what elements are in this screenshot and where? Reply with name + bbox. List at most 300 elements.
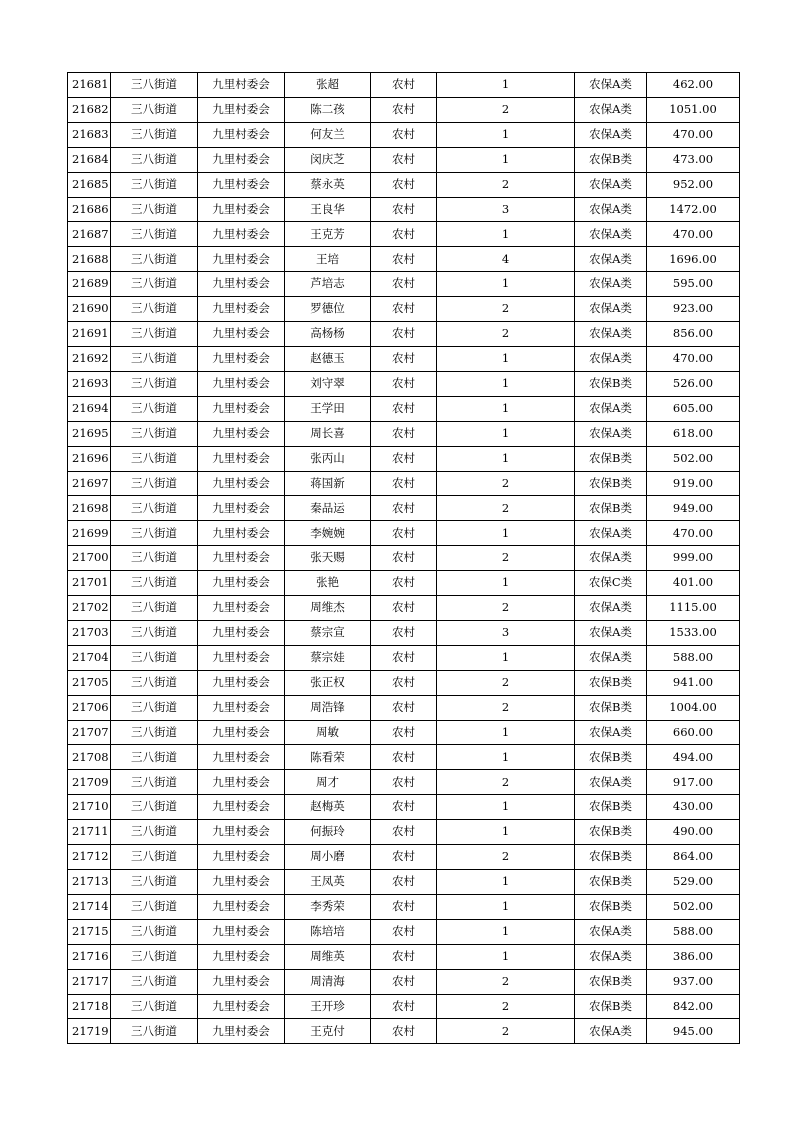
household-size-cell: 2 bbox=[437, 969, 575, 994]
person-name-cell: 周维杰 bbox=[285, 596, 371, 621]
table-row bbox=[68, 371, 740, 396]
insurance-category-cell: 农保A类 bbox=[575, 770, 647, 795]
table-row bbox=[68, 944, 740, 969]
subdistrict-cell: 三八街道 bbox=[111, 919, 198, 944]
insurance-category-cell: 农保A类 bbox=[575, 122, 647, 147]
household-type-cell: 农村 bbox=[371, 745, 437, 770]
record-id-cell: 21682 bbox=[68, 97, 111, 122]
household-size-cell: 2 bbox=[437, 670, 575, 695]
record-id-cell: 21689 bbox=[68, 272, 111, 297]
household-size-cell: 1 bbox=[437, 919, 575, 944]
household-size-cell: 2 bbox=[437, 496, 575, 521]
household-type-cell: 农村 bbox=[371, 820, 437, 845]
table-row bbox=[68, 969, 740, 994]
subdistrict-cell: 三八街道 bbox=[111, 521, 198, 546]
household-type-cell: 农村 bbox=[371, 795, 437, 820]
household-type-cell: 农村 bbox=[371, 969, 437, 994]
household-type-cell: 农村 bbox=[371, 645, 437, 670]
insurance-category-cell: 农保B类 bbox=[575, 496, 647, 521]
village-committee-cell: 九里村委会 bbox=[198, 421, 285, 446]
record-id-cell: 21710 bbox=[68, 795, 111, 820]
village-committee-cell: 九里村委会 bbox=[198, 371, 285, 396]
insurance-category-cell: 农保B类 bbox=[575, 670, 647, 695]
record-id-cell: 21681 bbox=[68, 73, 111, 98]
household-size-cell: 1 bbox=[437, 720, 575, 745]
household-size-cell: 2 bbox=[437, 845, 575, 870]
village-committee-cell: 九里村委会 bbox=[198, 247, 285, 272]
record-id-cell: 21687 bbox=[68, 222, 111, 247]
household-type-cell: 农村 bbox=[371, 222, 437, 247]
record-id-cell: 21688 bbox=[68, 247, 111, 272]
subdistrict-cell: 三八街道 bbox=[111, 446, 198, 471]
record-id-cell: 21694 bbox=[68, 396, 111, 421]
record-id-cell: 21719 bbox=[68, 1019, 111, 1044]
table-row bbox=[68, 322, 740, 347]
household-size-cell: 1 bbox=[437, 446, 575, 471]
village-committee-cell: 九里村委会 bbox=[198, 147, 285, 172]
household-size-cell: 2 bbox=[437, 471, 575, 496]
insurance-category-cell: 农保A类 bbox=[575, 322, 647, 347]
insurance-category-cell: 农保A类 bbox=[575, 346, 647, 371]
household-type-cell: 农村 bbox=[371, 471, 437, 496]
village-committee-cell: 九里村委会 bbox=[198, 571, 285, 596]
household-size-cell: 1 bbox=[437, 346, 575, 371]
subdistrict-cell: 三八街道 bbox=[111, 371, 198, 396]
record-id-cell: 21703 bbox=[68, 620, 111, 645]
record-id-cell: 21684 bbox=[68, 147, 111, 172]
table-row bbox=[68, 596, 740, 621]
village-committee-cell: 九里村委会 bbox=[198, 297, 285, 322]
household-type-cell: 农村 bbox=[371, 546, 437, 571]
insurance-category-cell: 农保B类 bbox=[575, 820, 647, 845]
household-type-cell: 农村 bbox=[371, 944, 437, 969]
person-name-cell: 赵梅英 bbox=[285, 795, 371, 820]
person-name-cell: 周长喜 bbox=[285, 421, 371, 446]
village-committee-cell: 九里村委会 bbox=[198, 620, 285, 645]
subdistrict-cell: 三八街道 bbox=[111, 845, 198, 870]
household-type-cell: 农村 bbox=[371, 1019, 437, 1044]
subdistrict-cell: 三八街道 bbox=[111, 496, 198, 521]
person-name-cell: 张正权 bbox=[285, 670, 371, 695]
table-row bbox=[68, 695, 740, 720]
person-name-cell: 李婉婉 bbox=[285, 521, 371, 546]
table-row bbox=[68, 297, 740, 322]
table-row bbox=[68, 795, 740, 820]
record-id-cell: 21683 bbox=[68, 122, 111, 147]
insurance-category-cell: 农保A类 bbox=[575, 620, 647, 645]
record-id-cell: 21685 bbox=[68, 172, 111, 197]
household-size-cell: 1 bbox=[437, 147, 575, 172]
amount-cell: 526.00 bbox=[647, 371, 740, 396]
person-name-cell: 周敏 bbox=[285, 720, 371, 745]
person-name-cell: 张艳 bbox=[285, 571, 371, 596]
subdistrict-cell: 三八街道 bbox=[111, 820, 198, 845]
subdistrict-cell: 三八街道 bbox=[111, 73, 198, 98]
record-id-cell: 21695 bbox=[68, 421, 111, 446]
person-name-cell: 陈培培 bbox=[285, 919, 371, 944]
subdistrict-cell: 三八街道 bbox=[111, 346, 198, 371]
insurance-category-cell: 农保C类 bbox=[575, 571, 647, 596]
household-type-cell: 农村 bbox=[371, 571, 437, 596]
record-id-cell: 21713 bbox=[68, 870, 111, 895]
amount-cell: 949.00 bbox=[647, 496, 740, 521]
insurance-category-cell: 农保B类 bbox=[575, 994, 647, 1019]
village-committee-cell: 九里村委会 bbox=[198, 969, 285, 994]
person-name-cell: 王克芳 bbox=[285, 222, 371, 247]
person-name-cell: 高杨杨 bbox=[285, 322, 371, 347]
insurance-category-cell: 农保A类 bbox=[575, 297, 647, 322]
person-name-cell: 秦品运 bbox=[285, 496, 371, 521]
subdistrict-cell: 三八街道 bbox=[111, 645, 198, 670]
village-committee-cell: 九里村委会 bbox=[198, 73, 285, 98]
household-size-cell: 1 bbox=[437, 944, 575, 969]
village-committee-cell: 九里村委会 bbox=[198, 197, 285, 222]
village-committee-cell: 九里村委会 bbox=[198, 944, 285, 969]
amount-cell: 605.00 bbox=[647, 396, 740, 421]
subdistrict-cell: 三八街道 bbox=[111, 620, 198, 645]
table-row bbox=[68, 172, 740, 197]
household-type-cell: 农村 bbox=[371, 247, 437, 272]
person-name-cell: 王良华 bbox=[285, 197, 371, 222]
person-name-cell: 陈看荣 bbox=[285, 745, 371, 770]
table-row bbox=[68, 222, 740, 247]
record-id-cell: 21696 bbox=[68, 446, 111, 471]
household-type-cell: 农村 bbox=[371, 446, 437, 471]
insurance-category-cell: 农保B类 bbox=[575, 870, 647, 895]
insurance-category-cell: 农保A类 bbox=[575, 272, 647, 297]
subdistrict-cell: 三八街道 bbox=[111, 994, 198, 1019]
village-committee-cell: 九里村委会 bbox=[198, 894, 285, 919]
amount-cell: 588.00 bbox=[647, 919, 740, 944]
table-row bbox=[68, 1019, 740, 1044]
subdistrict-cell: 三八街道 bbox=[111, 770, 198, 795]
person-name-cell: 周浩锋 bbox=[285, 695, 371, 720]
table-row bbox=[68, 870, 740, 895]
amount-cell: 502.00 bbox=[647, 894, 740, 919]
record-id-cell: 21693 bbox=[68, 371, 111, 396]
village-committee-cell: 九里村委会 bbox=[198, 97, 285, 122]
household-type-cell: 农村 bbox=[371, 97, 437, 122]
household-type-cell: 农村 bbox=[371, 496, 437, 521]
village-committee-cell: 九里村委会 bbox=[198, 870, 285, 895]
village-committee-cell: 九里村委会 bbox=[198, 670, 285, 695]
insurance-category-cell: 农保A类 bbox=[575, 396, 647, 421]
subdistrict-cell: 三八街道 bbox=[111, 147, 198, 172]
amount-cell: 618.00 bbox=[647, 421, 740, 446]
table-row bbox=[68, 670, 740, 695]
insurance-category-cell: 农保A类 bbox=[575, 596, 647, 621]
household-type-cell: 农村 bbox=[371, 870, 437, 895]
insurance-category-cell: 农保B类 bbox=[575, 795, 647, 820]
person-name-cell: 李秀荣 bbox=[285, 894, 371, 919]
amount-cell: 1696.00 bbox=[647, 247, 740, 272]
roster-body bbox=[68, 73, 740, 1044]
record-id-cell: 21715 bbox=[68, 919, 111, 944]
amount-cell: 1533.00 bbox=[647, 620, 740, 645]
insurance-category-cell: 农保A类 bbox=[575, 247, 647, 272]
subdistrict-cell: 三八街道 bbox=[111, 297, 198, 322]
person-name-cell: 蔡永英 bbox=[285, 172, 371, 197]
insurance-category-cell: 农保A类 bbox=[575, 421, 647, 446]
table-row bbox=[68, 620, 740, 645]
record-id-cell: 21708 bbox=[68, 745, 111, 770]
record-id-cell: 21717 bbox=[68, 969, 111, 994]
household-size-cell: 2 bbox=[437, 546, 575, 571]
household-size-cell: 1 bbox=[437, 73, 575, 98]
table-row bbox=[68, 994, 740, 1019]
amount-cell: 919.00 bbox=[647, 471, 740, 496]
subdistrict-cell: 三八街道 bbox=[111, 396, 198, 421]
household-type-cell: 农村 bbox=[371, 620, 437, 645]
household-type-cell: 农村 bbox=[371, 396, 437, 421]
household-size-cell: 1 bbox=[437, 645, 575, 670]
table-row bbox=[68, 73, 740, 98]
village-committee-cell: 九里村委会 bbox=[198, 471, 285, 496]
person-name-cell: 何友兰 bbox=[285, 122, 371, 147]
person-name-cell: 张超 bbox=[285, 73, 371, 98]
household-type-cell: 农村 bbox=[371, 272, 437, 297]
village-committee-cell: 九里村委会 bbox=[198, 695, 285, 720]
amount-cell: 937.00 bbox=[647, 969, 740, 994]
insurance-category-cell: 农保A类 bbox=[575, 222, 647, 247]
table-row bbox=[68, 147, 740, 172]
insurance-category-cell: 农保B类 bbox=[575, 446, 647, 471]
amount-cell: 470.00 bbox=[647, 346, 740, 371]
record-id-cell: 21701 bbox=[68, 571, 111, 596]
table-row bbox=[68, 745, 740, 770]
amount-cell: 999.00 bbox=[647, 546, 740, 571]
record-id-cell: 21702 bbox=[68, 596, 111, 621]
household-size-cell: 2 bbox=[437, 596, 575, 621]
record-id-cell: 21714 bbox=[68, 894, 111, 919]
subdistrict-cell: 三八街道 bbox=[111, 471, 198, 496]
subdistrict-cell: 三八街道 bbox=[111, 421, 198, 446]
insurance-category-cell: 农保B类 bbox=[575, 471, 647, 496]
insurance-category-cell: 农保B类 bbox=[575, 894, 647, 919]
amount-cell: 945.00 bbox=[647, 1019, 740, 1044]
record-id-cell: 21686 bbox=[68, 197, 111, 222]
amount-cell: 856.00 bbox=[647, 322, 740, 347]
record-id-cell: 21697 bbox=[68, 471, 111, 496]
household-type-cell: 农村 bbox=[371, 670, 437, 695]
subdistrict-cell: 三八街道 bbox=[111, 97, 198, 122]
village-committee-cell: 九里村委会 bbox=[198, 845, 285, 870]
person-name-cell: 王凤英 bbox=[285, 870, 371, 895]
table-row bbox=[68, 546, 740, 571]
amount-cell: 430.00 bbox=[647, 795, 740, 820]
table-row bbox=[68, 471, 740, 496]
village-committee-cell: 九里村委会 bbox=[198, 645, 285, 670]
village-committee-cell: 九里村委会 bbox=[198, 994, 285, 1019]
village-committee-cell: 九里村委会 bbox=[198, 322, 285, 347]
household-type-cell: 农村 bbox=[371, 346, 437, 371]
record-id-cell: 21690 bbox=[68, 297, 111, 322]
subdistrict-cell: 三八街道 bbox=[111, 272, 198, 297]
insurance-category-cell: 农保A类 bbox=[575, 521, 647, 546]
table-row bbox=[68, 770, 740, 795]
person-name-cell: 周小磨 bbox=[285, 845, 371, 870]
village-committee-cell: 九里村委会 bbox=[198, 346, 285, 371]
insurance-category-cell: 农保B类 bbox=[575, 371, 647, 396]
household-type-cell: 农村 bbox=[371, 695, 437, 720]
village-committee-cell: 九里村委会 bbox=[198, 596, 285, 621]
household-type-cell: 农村 bbox=[371, 994, 437, 1019]
person-name-cell: 蔡宗宣 bbox=[285, 620, 371, 645]
household-size-cell: 2 bbox=[437, 770, 575, 795]
person-name-cell: 何振玲 bbox=[285, 820, 371, 845]
household-size-cell: 2 bbox=[437, 172, 575, 197]
table-row bbox=[68, 346, 740, 371]
village-committee-cell: 九里村委会 bbox=[198, 745, 285, 770]
household-size-cell: 1 bbox=[437, 371, 575, 396]
record-id-cell: 21718 bbox=[68, 994, 111, 1019]
amount-cell: 842.00 bbox=[647, 994, 740, 1019]
household-size-cell: 2 bbox=[437, 1019, 575, 1044]
amount-cell: 529.00 bbox=[647, 870, 740, 895]
household-type-cell: 农村 bbox=[371, 122, 437, 147]
amount-cell: 502.00 bbox=[647, 446, 740, 471]
insurance-category-cell: 农保A类 bbox=[575, 944, 647, 969]
amount-cell: 941.00 bbox=[647, 670, 740, 695]
village-committee-cell: 九里村委会 bbox=[198, 919, 285, 944]
record-id-cell: 21711 bbox=[68, 820, 111, 845]
table-row bbox=[68, 197, 740, 222]
record-id-cell: 21704 bbox=[68, 645, 111, 670]
village-committee-cell: 九里村委会 bbox=[198, 396, 285, 421]
village-committee-cell: 九里村委会 bbox=[198, 1019, 285, 1044]
household-size-cell: 1 bbox=[437, 222, 575, 247]
record-id-cell: 21712 bbox=[68, 845, 111, 870]
subdistrict-cell: 三八街道 bbox=[111, 969, 198, 994]
table-row bbox=[68, 97, 740, 122]
subdistrict-cell: 三八街道 bbox=[111, 247, 198, 272]
village-committee-cell: 九里村委会 bbox=[198, 521, 285, 546]
household-type-cell: 农村 bbox=[371, 919, 437, 944]
person-name-cell: 王学田 bbox=[285, 396, 371, 421]
table-row bbox=[68, 421, 740, 446]
record-id-cell: 21707 bbox=[68, 720, 111, 745]
insurance-category-cell: 农保B类 bbox=[575, 845, 647, 870]
household-size-cell: 1 bbox=[437, 571, 575, 596]
insurance-category-cell: 农保B类 bbox=[575, 745, 647, 770]
table-row bbox=[68, 919, 740, 944]
person-name-cell: 罗德位 bbox=[285, 297, 371, 322]
household-size-cell: 2 bbox=[437, 97, 575, 122]
insurance-category-cell: 农保B类 bbox=[575, 695, 647, 720]
subdistrict-cell: 三八街道 bbox=[111, 944, 198, 969]
amount-cell: 952.00 bbox=[647, 172, 740, 197]
subdistrict-cell: 三八街道 bbox=[111, 596, 198, 621]
record-id-cell: 21698 bbox=[68, 496, 111, 521]
household-size-cell: 2 bbox=[437, 322, 575, 347]
subdistrict-cell: 三八街道 bbox=[111, 322, 198, 347]
amount-cell: 470.00 bbox=[647, 222, 740, 247]
village-committee-cell: 九里村委会 bbox=[198, 720, 285, 745]
subdistrict-cell: 三八街道 bbox=[111, 172, 198, 197]
amount-cell: 660.00 bbox=[647, 720, 740, 745]
household-size-cell: 1 bbox=[437, 745, 575, 770]
amount-cell: 923.00 bbox=[647, 297, 740, 322]
amount-cell: 917.00 bbox=[647, 770, 740, 795]
village-committee-cell: 九里村委会 bbox=[198, 222, 285, 247]
household-size-cell: 3 bbox=[437, 197, 575, 222]
person-name-cell: 周维英 bbox=[285, 944, 371, 969]
village-committee-cell: 九里村委会 bbox=[198, 770, 285, 795]
subdistrict-cell: 三八街道 bbox=[111, 670, 198, 695]
record-id-cell: 21706 bbox=[68, 695, 111, 720]
person-name-cell: 王克付 bbox=[285, 1019, 371, 1044]
subdistrict-cell: 三八街道 bbox=[111, 197, 198, 222]
insurance-category-cell: 农保B类 bbox=[575, 147, 647, 172]
table-row bbox=[68, 645, 740, 670]
village-committee-cell: 九里村委会 bbox=[198, 546, 285, 571]
amount-cell: 473.00 bbox=[647, 147, 740, 172]
person-name-cell: 陈二孩 bbox=[285, 97, 371, 122]
subdistrict-cell: 三八街道 bbox=[111, 546, 198, 571]
household-type-cell: 农村 bbox=[371, 197, 437, 222]
amount-cell: 462.00 bbox=[647, 73, 740, 98]
amount-cell: 864.00 bbox=[647, 845, 740, 870]
table-row bbox=[68, 720, 740, 745]
subdistrict-cell: 三八街道 bbox=[111, 720, 198, 745]
person-name-cell: 蔡宗娃 bbox=[285, 645, 371, 670]
amount-cell: 1472.00 bbox=[647, 197, 740, 222]
village-committee-cell: 九里村委会 bbox=[198, 496, 285, 521]
household-type-cell: 农村 bbox=[371, 894, 437, 919]
record-id-cell: 21692 bbox=[68, 346, 111, 371]
table-row bbox=[68, 396, 740, 421]
table-row bbox=[68, 122, 740, 147]
insurance-category-cell: 农保A类 bbox=[575, 197, 647, 222]
person-name-cell: 张天赐 bbox=[285, 546, 371, 571]
subdistrict-cell: 三八街道 bbox=[111, 1019, 198, 1044]
person-name-cell: 王培 bbox=[285, 247, 371, 272]
household-type-cell: 农村 bbox=[371, 297, 437, 322]
subdistrict-cell: 三八街道 bbox=[111, 894, 198, 919]
household-type-cell: 农村 bbox=[371, 720, 437, 745]
amount-cell: 470.00 bbox=[647, 122, 740, 147]
insurance-category-cell: 农保A类 bbox=[575, 97, 647, 122]
subdistrict-cell: 三八街道 bbox=[111, 870, 198, 895]
record-id-cell: 21699 bbox=[68, 521, 111, 546]
record-id-cell: 21700 bbox=[68, 546, 111, 571]
table-row bbox=[68, 845, 740, 870]
insurance-category-cell: 农保A类 bbox=[575, 1019, 647, 1044]
household-size-cell: 1 bbox=[437, 521, 575, 546]
household-size-cell: 1 bbox=[437, 870, 575, 895]
village-committee-cell: 九里村委会 bbox=[198, 122, 285, 147]
person-name-cell: 蒋国新 bbox=[285, 471, 371, 496]
household-size-cell: 1 bbox=[437, 272, 575, 297]
record-id-cell: 21705 bbox=[68, 670, 111, 695]
insurance-category-cell: 农保A类 bbox=[575, 172, 647, 197]
household-type-cell: 农村 bbox=[371, 845, 437, 870]
amount-cell: 1115.00 bbox=[647, 596, 740, 621]
insurance-category-cell: 农保B类 bbox=[575, 969, 647, 994]
amount-cell: 401.00 bbox=[647, 571, 740, 596]
table-row bbox=[68, 894, 740, 919]
household-size-cell: 1 bbox=[437, 795, 575, 820]
household-type-cell: 农村 bbox=[371, 770, 437, 795]
record-id-cell: 21691 bbox=[68, 322, 111, 347]
amount-cell: 490.00 bbox=[647, 820, 740, 845]
household-type-cell: 农村 bbox=[371, 521, 437, 546]
household-size-cell: 3 bbox=[437, 620, 575, 645]
table-row bbox=[68, 820, 740, 845]
subdistrict-cell: 三八街道 bbox=[111, 222, 198, 247]
record-id-cell: 21716 bbox=[68, 944, 111, 969]
person-name-cell: 张丙山 bbox=[285, 446, 371, 471]
